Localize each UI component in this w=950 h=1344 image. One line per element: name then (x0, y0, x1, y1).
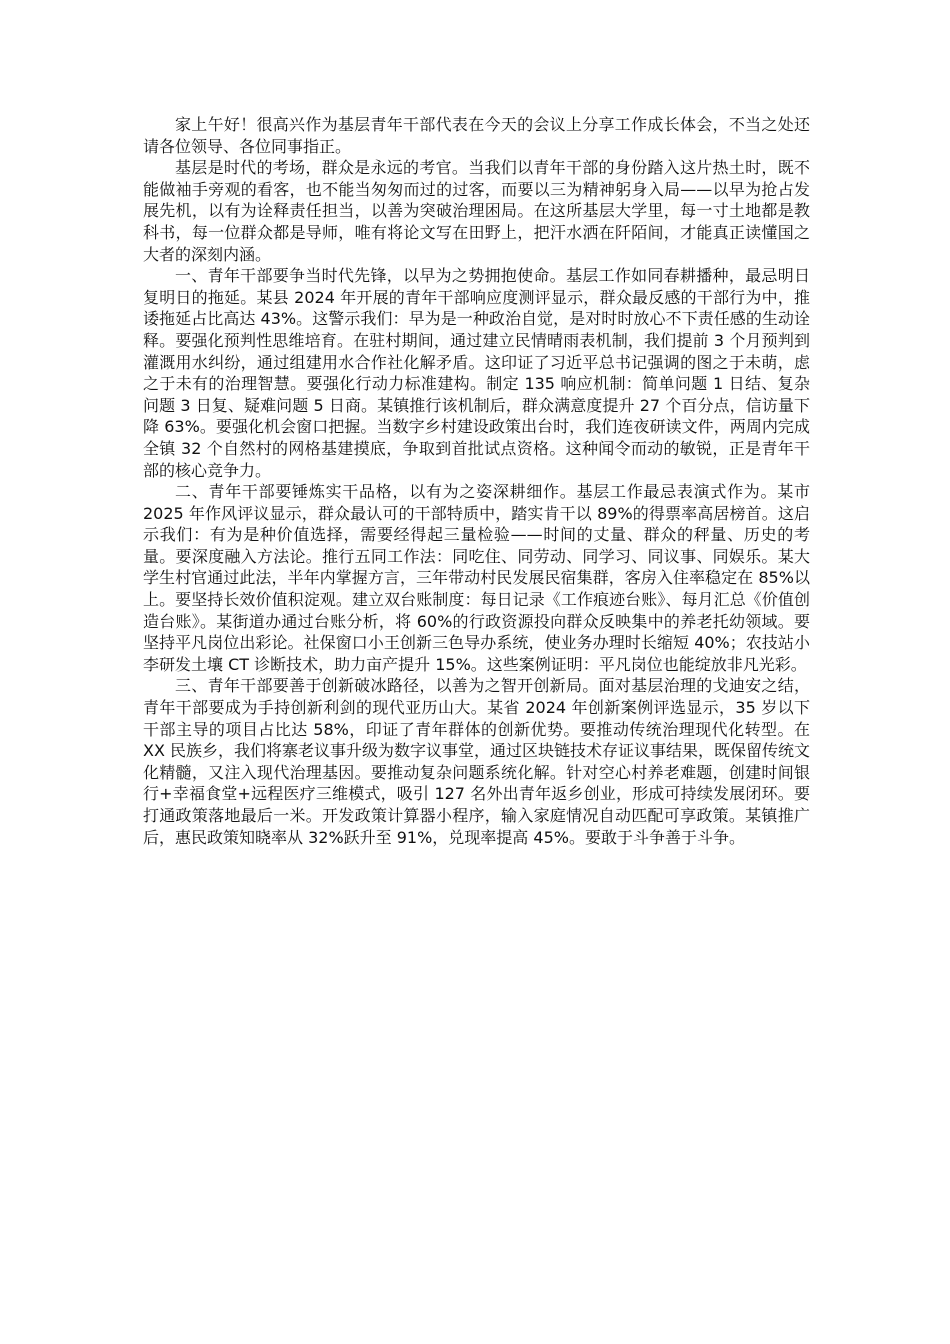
document-body (143, 114, 810, 848)
paragraph-section-three: 三、青年干部要善于创新破冰路径，以善为之智开创新局。面对基层治理的戈迪安之结，青年干部要成为手持创新利剑的现代亚历山大。某省 2024 年创新案例评选显示，35 岁以下干部主导的项目占比达 58%，印证了青年群体的创新优势。要推动传统治理现代化转型。在 XX 民族乡，我们将寨老议事升级为数字议事堂，通过区块链技术存证议事结果，既保留传统文化精髓，又注入现代治理基因。要推动复杂问题系统化解。针对空心村养老难题，创建时间银行+幸福食堂+远程医疗三维模式，吸引 127 名外出青年返乡创业，形成可持续发展闭环。要打通政策落地最后一米。开发政策计算器小程序，输入家庭情况自动匹配可享政策。某镇推广后，惠民政策知晓率从 32%跃升至 91%，兑现率提高 45%。要敢于斗争善于斗争。 (143, 676, 811, 847)
paragraph-section-one: 一、青年干部要争当时代先锋，以早为之势拥抱使命。基层工作如同春耕播种，最忌明日复明日的拖延。某县 2024 年开展的青年干部响应度测评显示，群众最反感的干部行为中，推诿拖延占比高达 43%。这警示我们：早为是一种政治自觉，是对时时放心不下责任感的生动诠释。要强化预判性思维培育。在驻村期间，通过建立民情晴雨表机制，我们提前 3 个月预判到灌溉用水纠纷，通过组建用水合作社化解矛盾。这印证了习近平总书记强调的图之于未萌，虑之于未有的治理智慧。要强化行动力标准建构。制定 135 响应机制：简单问题 1 日结、复杂问题 3 日复、疑难问题 5 日商。某镇推行该机制后，群众满意度提升 27 个百分点，信访量下降 63%。要强化机会窗口把握。当数字乡村建设政策出台时，我们连夜研读文件，两周内完成全镇 32 个自然村的网格基建摸底，争取到首批试点资格。这种闻令而动的敏锐，正是青年干部的核心竞争力。 (143, 266, 810, 480)
paragraph-greeting: 家上午好！很高兴作为基层青年干部代表在今天的会议上分享工作成长体会，不当之处还请各位领导、各位同事指正。 (143, 115, 810, 156)
paragraph-introduction: 基层是时代的考场，群众是永远的考官。当我们以青年干部的身份踏入这片热土时，既不能做袖手旁观的看客，也不能当匆匆而过的过客，而要以三为精神躬身入局——以早为抢占发展先机，以有为诠释责任担当，以善为突破治理困局。在这所基层大学里，每一寸土地都是教科书，每一位群众都是导师，唯有将论文写在田野上，把汗水洒在阡陌间，才能真正读懂国之大者的深刻内涵。 (143, 158, 810, 264)
paragraph-section-two: 二、青年干部要锤炼实干品格，以有为之姿深耕细作。基层工作最忌表演式作为。某市 2025 年作风评议显示，群众最认可的干部特质中，踏实肯干以 89%的得票率高居榜首。这启示我们：有为是种价值选择，需要经得起三量检验——时间的丈量、群众的秤量、历史的考量。要深度融入方法论。推行五同工作法：同吃住、同劳动、同学习、同议事、同娱乐。某大学生村官通过此法，半年内掌握方言，三年带动村民发展民宿集群，客房入住率稳定在 85%以上。要坚持长效价值积淀观。建立双台账制度：每日记录《工作痕迹台账》、每月汇总《价值创造台账》。某街道办通过台账分析，将 60%的行政资源投向群众反映集中的养老托幼领域。要坚持平凡岗位出彩论。社保窗口小王创新三色导办系统，使业务办理时长缩短 40%；农技站小李研发土壤 CT 诊断技术，助力亩产提升 15%。这些案例证明：平凡岗位也能绽放非凡光彩。 (143, 482, 810, 674)
